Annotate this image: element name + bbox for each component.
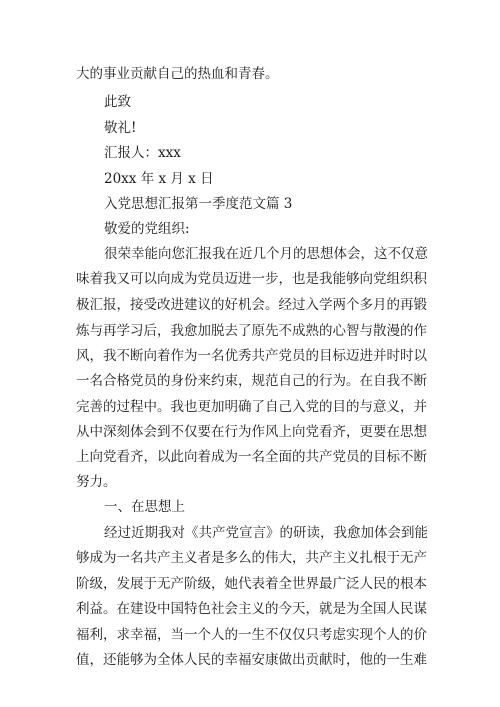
paragraph-line: 上向党看齐，以此向着成为一名全面的共产党员的目标不断 bbox=[76, 449, 427, 465]
paragraph-line: 阶级，发展于无产阶级，她代表着全世界最广泛人民的根本 bbox=[76, 576, 427, 592]
text-line-continuation: 大的事业贡献自己的热血和青春。 bbox=[76, 66, 279, 82]
paragraph-line: 利益。在建设中国特色社会主义的今天，就是为全国人民谋 bbox=[76, 601, 427, 617]
paragraph-line: 从中深刻体会到不仅要在行为作风上向党看齐，更要在思想 bbox=[76, 424, 427, 440]
paragraph-line: 极汇报，接受改进建议的好机会。经过入学两个多月的再锻 bbox=[76, 297, 427, 313]
paragraph-line: 很荣幸能向您汇报我在近几个月的思想体会，这不仅意 bbox=[104, 246, 428, 262]
paragraph-line: 福利，求幸福，当一个人的一生不仅仅只考虑实现个人的价 bbox=[76, 627, 427, 643]
closing-salutation: 此致 bbox=[104, 94, 131, 110]
paragraph-line: 努力。 bbox=[76, 474, 117, 490]
paragraph-line: 一名合格党员的身份来约束，规范自己的行为。在自我不断 bbox=[76, 373, 427, 389]
paragraph-line: 值，还能够为全体人民的幸福安康做出贡献时，他的一生难 bbox=[76, 652, 427, 668]
paragraph-line: 经过近期我对《共产党宣言》的研读，我愈加体会到能 bbox=[104, 525, 428, 541]
paragraph-line: 够成为一名共产主义者是多么的伟大，共产主义扎根于无产 bbox=[76, 550, 427, 566]
paragraph-line: 味着我又可以向成为党员迈进一步，也是我能够向党组织积 bbox=[76, 271, 427, 287]
report-date: 20xx 年 x 月 x 日 bbox=[104, 171, 214, 187]
section-title: 入党思想汇报第一季度范文篇 3 bbox=[104, 196, 293, 212]
greeting: 敬爱的党组织: bbox=[104, 221, 190, 237]
paragraph-line: 炼与再学习后，我愈加脱去了原先不成熟的心智与散漫的作 bbox=[76, 323, 427, 339]
paragraph-line: 风，我不断向着作为一名优秀共产党员的目标迈进并时时以 bbox=[76, 348, 427, 364]
paragraph-line: 完善的过程中。我也更加明确了自己入党的目的与意义，并 bbox=[76, 399, 427, 415]
subsection-heading: 一、在思想上 bbox=[104, 499, 185, 515]
reporter-name: 汇报人：xxx bbox=[104, 145, 181, 161]
closing-regards: 敬礼! bbox=[104, 120, 137, 136]
